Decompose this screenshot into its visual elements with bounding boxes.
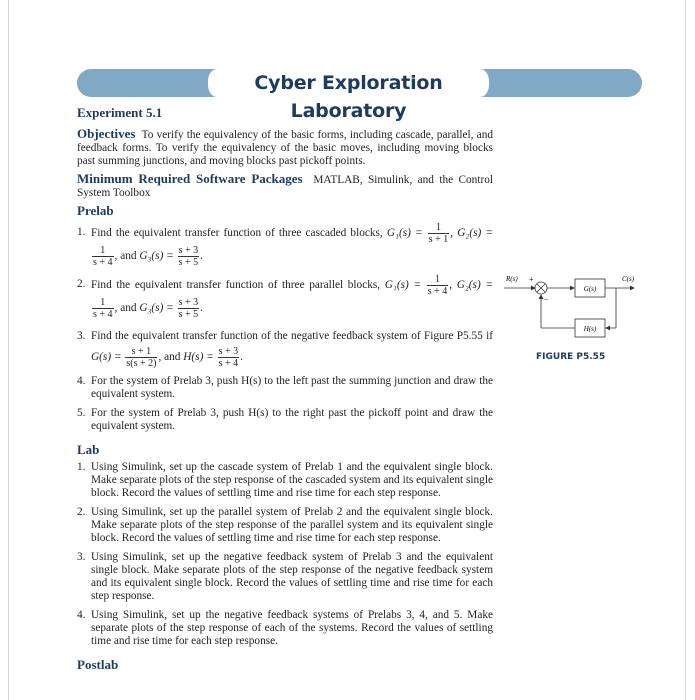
conjunction: and xyxy=(120,250,137,263)
output-label: C(s) xyxy=(622,275,635,283)
list-number: 1. xyxy=(77,226,86,238)
conjunction: and xyxy=(120,302,137,315)
lab-item-4 xyxy=(77,609,493,648)
prelab-item-text: For the system of Prelab 3, push H(s) to the right past the pickoff point and draw the equivalent system. xyxy=(91,407,493,432)
fraction: $\frac{s + 3}{s + 5}$ xyxy=(178,297,199,320)
math-label: G₂(s) = xyxy=(457,227,493,240)
prelab-item-text: Find the equivalent transfer function of three parallel blocks, xyxy=(91,279,381,292)
lab-item-text: Using Simulink, set up the negative feedback systems of Prelabs 3, 4, and 5. Make separate plots of the step response of each of the systems. Record the values of settling time and rise time for each step response. xyxy=(91,609,493,647)
lab-heading: Lab xyxy=(77,442,100,457)
math-label: G₁(s) = xyxy=(384,279,422,292)
objectives-heading: Objectives xyxy=(77,126,136,141)
conjunction: and xyxy=(164,351,181,364)
lab-item-2 xyxy=(77,506,493,545)
fraction: $\frac{s + 3}{s + 4}$ xyxy=(218,346,239,369)
math-label: G₃(s) = xyxy=(139,302,174,315)
list-number: 1. xyxy=(77,461,86,473)
prelab-item-1: 1. Find the equivalent transfer function of three cascaded blocks, G₁(s) = $\frac{1}{s + 1}$ , G₂(s) = $\frac{1}{s + 4}$ , and G₃(s) = $\frac{s + 3}{s + 5}$ . xyxy=(77,222,493,268)
postlab-heading: Postlab xyxy=(77,657,119,672)
input-label: R(s) xyxy=(506,275,518,283)
math-label: G₁(s) = xyxy=(386,227,423,240)
prelab-list xyxy=(77,222,493,433)
prelab-item-3: 3. Find the equivalent transfer function of the negative feedback system of Figure P5.55 if G(s) = $\frac{s + 1}{s(s + 2)}$ , and H(s) = $\frac{s + 3}{s + 4}$ . xyxy=(77,326,493,369)
lab-item-3 xyxy=(77,551,493,603)
lab-item-1 xyxy=(77,461,493,500)
prelab-item-2: 2. Find the equivalent transfer function of three parallel blocks, G₁(s) = $\frac{1}{s + 4}$ , G₂(s) = $\frac{1}{s + 4}$ , and G₃(s) = $\frac{s + 3}{s + 5}$ . xyxy=(77,274,493,320)
prelab-item-4 xyxy=(77,375,493,401)
fraction: $\frac{1}{s + 1}$ xyxy=(428,222,449,245)
prelab-item-text: Find the equivalent transfer function of three cascaded blocks, xyxy=(91,227,383,240)
fraction: $\frac{1}{s + 4}$ xyxy=(93,245,113,268)
math-label: H(s) = xyxy=(183,351,214,364)
list-number: 3. xyxy=(77,330,86,342)
g-block-label: G(s) xyxy=(583,285,597,293)
h-block-label: H(s) xyxy=(583,325,597,333)
prelab-item-5 xyxy=(77,407,493,433)
list-number: 4. xyxy=(77,609,86,621)
list-number: 2. xyxy=(77,506,86,518)
fraction: $\frac{1}{s + 4}$ xyxy=(93,297,113,320)
prelab-item-text: Find the equivalent transfer function of the negative feedback system of Figure P5.55 if xyxy=(91,330,493,342)
software-paragraph xyxy=(77,172,493,200)
fraction: $\frac{s + 1}{s(s + 2)}$ xyxy=(126,346,157,369)
lab-item-text: Using Simulink, set up the parallel system of Prelab 2 and the equivalent single block. Make separate plots of the step response of the parallel system and its equivalent single block. Record the values of settling time and rise time for each step response. xyxy=(91,506,493,544)
figure-caption: FIGURE P5.55 xyxy=(536,352,606,362)
banner-title: Cyber Exploration Laboratory xyxy=(205,69,492,97)
objectives-paragraph xyxy=(77,127,493,168)
list-number: 4. xyxy=(77,375,86,387)
math-label: G₂(s) = xyxy=(456,279,493,292)
math-label: G(s) = xyxy=(91,351,122,364)
list-number: 2. xyxy=(77,278,86,290)
fraction: $\frac{s + 3}{s + 5}$ xyxy=(178,245,199,268)
prelab-item-text: For the system of Prelab 3, push H(s) to the left past the summing junction and draw the equivalent system. xyxy=(91,375,493,400)
math-label: G₃(s) = xyxy=(139,250,174,263)
document-body xyxy=(77,106,493,676)
list-number: 3. xyxy=(77,551,86,563)
objectives-text: To verify the equivalency of the basic forms, including cascade, parallel, and feedback forms. To verify the equivalency of the basic moves, including moving blocks past summing junctions, and moving blocks past pickoff points. xyxy=(77,129,493,167)
plus-sign: + xyxy=(529,275,534,284)
experiment-title: Experiment 5.1 xyxy=(77,105,163,120)
software-text: MATLAB, Simulink, and the Control System Toolbox xyxy=(77,174,494,199)
minus-sign: − xyxy=(544,295,549,304)
lab-list xyxy=(77,461,493,648)
fraction: $\frac{1}{s + 4}$ xyxy=(427,274,448,297)
lab-item-text: Using Simulink, set up the cascade system of Prelab 1 and the equivalent single block. Make separate plots of the step response of the cascaded system and its equivalent single block. Record the values of settling time and rise time for each step response. xyxy=(91,461,493,499)
list-number: 5. xyxy=(77,407,86,419)
software-heading: Minimum Required Software Packages xyxy=(77,171,303,186)
prelab-heading: Prelab xyxy=(77,203,114,218)
lab-item-text: Using Simulink, set up the negative feedback system of Prelab 3 and the equivalent single block. Make separate plots of the step response of the negative feedback system and its equivalent single block. Record the values of settling time and rise time for each step response. xyxy=(91,551,493,602)
